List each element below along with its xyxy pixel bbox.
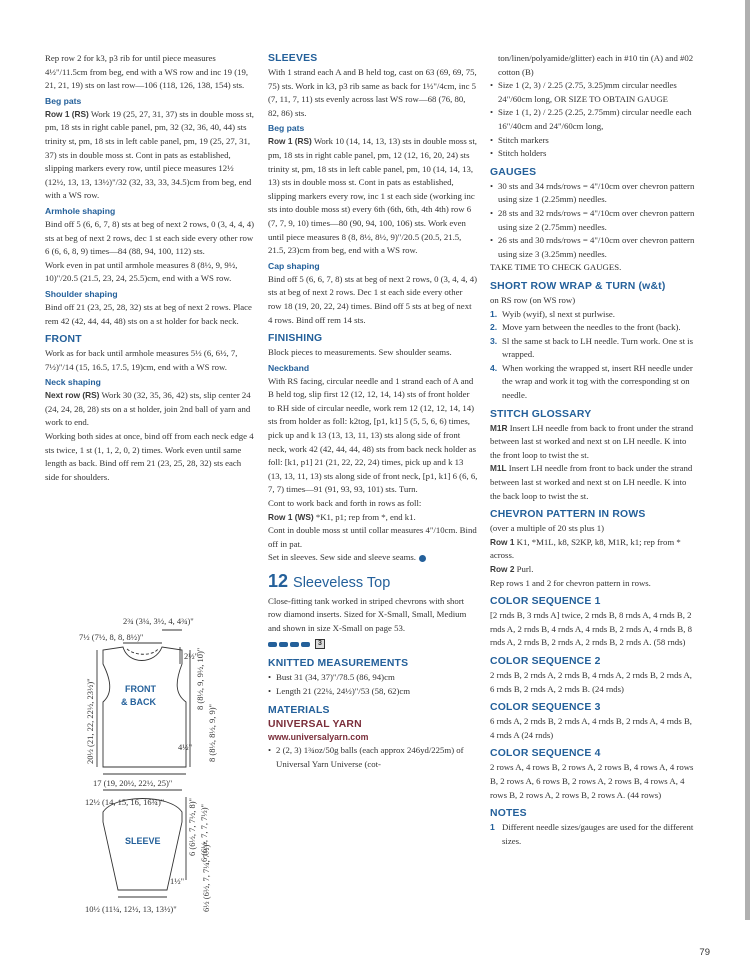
back-label: & BACK [121, 697, 156, 707]
column-3 [490, 52, 698, 848]
step-number: 2. [490, 322, 498, 333]
back-intro-text: Rep row 2 for k3, p3 rib for until piece measures 4½"/11.5cm from beg, end with a WS row and inc 19 (19, 21, 21, 19) sts on last row—106 (118, 126, 138, 154) sts. [45, 53, 249, 91]
wrap-step [490, 308, 698, 322]
beg-pats-heading: Beg pats [45, 95, 82, 106]
armhole-paragraph-2: Work even in pat until armhole measures 8 (8½, 9, 9½, 10)"/20.5 (21.5, 23, 24, 25.5)cm, end with a WS row. [45, 259, 238, 284]
gauge-note: TAKE TIME TO CHECK GAUGES. [490, 262, 622, 273]
sleeve-beg-pats-paragraph [268, 135, 478, 257]
row-text: K1, *M1L, k8, S2KP, k8, M1R, k1; rep from * across. [490, 536, 681, 561]
neckband-paragraph-4 [268, 551, 478, 565]
chevron-heading: CHEVRON PATTERN IN ROWS [490, 509, 646, 521]
column-2 [268, 52, 478, 771]
row-label: Row 1 (WS) [268, 511, 314, 522]
dim-cap-label: 6 (6½, 7, 7½, 8)" [187, 797, 197, 856]
glossary-m1l [490, 462, 698, 503]
gauge-item: • 26 sts and 30 rnds/rows = 4"/10cm over chevron pattern using size 3 (3.25mm) needles. [490, 234, 698, 261]
chevron-repeat: Rep rows 1 and 2 for chevron pattern in rows. [490, 577, 651, 588]
color-seq-4-heading: COLOR SEQUENCE 4 [490, 748, 601, 760]
note-text: Different needle sizes/gauges are used for the different sizes. [502, 822, 694, 846]
skill-bar-icon [290, 642, 299, 647]
brand-name: UNIVERSAL YARN [268, 718, 362, 730]
step-number: 4. [490, 362, 498, 373]
chevron-row-2 [490, 563, 698, 577]
dim-length-label: 20½ (21, 22, 22½, 23½)" [85, 678, 95, 764]
armhole-heading: Armhole shaping [45, 205, 116, 216]
dim-cuff-label: 1½" [170, 876, 185, 886]
color-seq-1-text: [2 rnds B, 3 rnds A] twice, 2 rnds B, 8 rnds A, 4 rnds B, 2 rnds A, 2 rnds B, 4 rnds A, 4 rnds B, 2 rnds A, 4 rnds B, 8 rnds A, 2 rnds B, 2 rnds A, 2 rnds B, 2 rnds A. (58 rnds) [490, 610, 692, 648]
gauges-heading: GAUGES [490, 166, 537, 178]
wrap-step [490, 362, 698, 403]
dim-sleeve-total-label: 6½ (6½, 7, 7¼, 7½)" [201, 841, 211, 912]
project-title-row [268, 571, 478, 591]
dim-neck-depth-label: 2½" [184, 651, 199, 661]
dim-width-label: 17 (19, 20½, 22½, 25)" [93, 778, 173, 788]
armhole-paragraph-1: Bind off 5 (6, 6, 7, 8) sts at beg of next 2 rows, 0 (3, 4, 4, 4) sts at beg of next 2 rows, dec 1 st each side every other row 6 (6, 6, 8, 9) times—84 (88, 94, 100, 112) sts. [45, 218, 255, 257]
row-label: Row 1 (RS) [268, 136, 312, 147]
row-label: Row 1 [490, 536, 515, 547]
schematic-diagram [45, 612, 255, 917]
skill-bar-icon [301, 642, 310, 647]
glossary-m1r [490, 422, 698, 463]
color-seq-1-heading: COLOR SEQUENCE 1 [490, 596, 601, 608]
materials-continued: ton/linen/polyamide/glitter) each in #10 tin (A) and #02 cotton (B) [498, 53, 694, 77]
neckband-paragraph-1: With RS facing, circular needle and 1 strand each of A and B held tog, slip first 12 (12, 12, 14, 14) sts of front holder to RH side of circular needle, work rem 12 (12, 12, 14, 14) sts from holder as foll: k2tog, [p1, k1] 5 (5, 5, 6, 6) times, pick up and k 13 (13, 13, 11, 13) sts along side of front neck, work 42 (42, 44, 44, 48) sts from back neck holder as foll: [k1, p1] 21 (21, 22, 22, 24) times, pick up and k 13 (13, 13, 11, 13) sts along side of front neck, [p1, k1] 6 (6, 6, 7, 7) times—91 (91, 93, 93, 101) sts. Turn. [268, 375, 478, 495]
knitted-item: • Bust 31 (34, 37)"/78.5 (86, 94)cm [268, 671, 478, 685]
neck-paragraph-1 [45, 389, 255, 430]
wrap-step [490, 321, 698, 335]
dim-armhole-depth-label: 8 (8½, 8½, 9, 9)" [207, 703, 217, 762]
column-1 [45, 52, 255, 484]
step-number: 3. [490, 335, 498, 346]
neck-text: Work 30 (32, 35, 36, 42) sts, slip center 24 (24, 24, 28, 28) sts on a st holder, join 2nd ball of yarn and work to end. [45, 390, 251, 428]
materials-item: • 2 (2, 3) 1¾oz/50g balls (each approx 246yd/225m) of Universal Yarn Universe (cot- [268, 744, 478, 771]
color-seq-2-text: 2 rnds B, 2 rnds A, 2 rnds B, 4 rnds A, 2 rnds B, 2 rnds A, 6 rnds B, 2 rnds A, 2 rnds B. (24 rnds) [490, 669, 692, 694]
stitch-glossary-heading: STITCH GLOSSARY [490, 408, 592, 420]
color-seq-4-text: 2 rows A, 4 rows B, 2 rows A, 2 rows B, 4 rows A, 4 rows B, 2 rows A, 6 rows B, 2 rows A, 2 rows B, 4 rows A, 4 rows B, 2 rows A, 2 rows B, 2 rows A. (44 rows) [490, 762, 694, 800]
step-text: When working the wrapped st, insert RH needle under the wrap and work it tog with the corresponding st on needle. [502, 362, 693, 401]
back-neck-dashed [127, 649, 158, 654]
front-label: FRONT [125, 684, 156, 694]
sleeves-paragraph: With 1 strand each A and B held tog, cast on 63 (69, 69, 75, 75) sts. Work in k3, p3 rib same as back for 1½"/4cm, inc 5 (7, 11, 7, 11) sts evenly across last WS row—68 (76, 80, 82, 86) sts. [268, 67, 477, 118]
wrap-turn-heading: SHORT ROW WRAP & TURN (w&t) [490, 280, 666, 292]
front-heading: FRONT [45, 334, 82, 346]
notes-heading: NOTES [490, 808, 527, 820]
term-label: M1R [490, 422, 508, 433]
step-text: Sl the same st back to LH needle. Turn work. One st is wrapped. [502, 335, 694, 360]
row-label: Next row (RS) [45, 390, 100, 401]
term-text: Insert LH needle from back to front under the strand between last st worked and next st on LH needle. K into the front loop to twist the st. [490, 422, 694, 460]
project-title: Sleeveless Top [293, 575, 391, 591]
color-seq-2-heading: COLOR SEQUENCE 2 [490, 655, 601, 667]
dim-neck-label: 7½ (7½, 8, 8, 8½)" [79, 632, 144, 642]
dim-sleeve-top-label: 12½ (14, 15, 16, 16¾)" [85, 797, 165, 807]
finishing-paragraph: Block pieces to measurements. Sew shoulder seams. [268, 347, 452, 358]
term-text: Insert LH needle from front to back under the strand between last st worked and next st on LH needle. K into the back loop to twist the st. [490, 463, 693, 501]
page-edge-rule [745, 0, 750, 920]
neckband-paragraph-3: Cont in double moss st until collar measures 4"/10cm. Bind off in pat. [268, 525, 477, 549]
front-back-outline [103, 647, 186, 767]
gauge-item: • 28 sts and 32 rnds/rows = 4"/10cm over chevron pattern using size 2 (2.75mm) needles. [490, 207, 698, 234]
skill-bar-icon [268, 642, 277, 647]
dim-cast-on-height-label: 4½" [178, 742, 193, 752]
materials-item: • Stitch markers [490, 134, 698, 148]
neckband-row [268, 511, 478, 525]
step-number: 1. [490, 308, 498, 319]
beg-pats-paragraph [45, 108, 255, 203]
row-label: Row 1 (RS) [45, 108, 89, 119]
project-number: 12 [268, 571, 289, 591]
sleeve-beg-pats-heading: Beg pats [268, 123, 305, 134]
sleeve-beg-pats-text: Work 10 (14, 14, 13, 13) sts in double moss st, pm, 18 sts in right cable panel, pm, 12 (12, 16, 20, 24) sts trinity st, pm, 18 sts in left cable panel, pm, 10 (14, 14, 13, 13) sts in double moss st. Cont in pats as established, slipping markers every row, inc 1 st each side (working inc sts into double moss st) every 6th (6th, 6th, 4th 4th) row 6 (7, 7, 9, 10) times—80 (90, 94, 100, 106) sts. Work even until piece measures 8 (8, 8½, 8½, 9)"/20.5 (20.5, 21.5, 21.5, 23)cm from beg, end with a WS row. [268, 136, 477, 256]
dim-armhole-label: 8 (8½, 9, 9½, 10)" [195, 647, 205, 710]
skill-level-number: 3 [315, 639, 325, 649]
neckband-paragraph-2: Cont to work back and forth in rows as foll: [268, 498, 422, 509]
neck-heading: Neck shaping [45, 377, 101, 388]
materials-heading: MATERIALS [268, 704, 330, 716]
color-seq-3-heading: COLOR SEQUENCE 3 [490, 702, 601, 714]
beg-pats-text: Work 19 (25, 27, 31, 37) sts in double moss st, pm, 18 sts in right cable panel, pm, 32 (32, 36, 40, 44) sts trinity st, pm, 18 sts in left cable panel, pm, 19 (25, 27, 31, 37) sts in double moss st. Cont in pats as established, slipping markers every row, until piece measures 12½ (12½, 13, 13, 13½)"/32 (32, 33, 33, 34.5)cm from beg, end with a WS row. [45, 108, 254, 201]
cap-heading: Cap shaping [268, 260, 320, 271]
finishing-heading: FINISHING [268, 333, 323, 345]
step-text: Move yarn between the needles to the front (back). [502, 322, 681, 333]
shoulder-paragraph: Bind off 21 (23, 25, 28, 32) sts at beg of next 2 rows. Place rem 42 (42, 44, 44, 48) sts on a st holder for back neck. [45, 301, 252, 326]
chevron-row-1 [490, 536, 698, 563]
end-dot-icon [419, 555, 426, 562]
cap-paragraph: Bind off 5 (6, 6, 7, 8) sts at beg of next 2 rows, 0 (3, 4, 4, 4) sts at beg of next 2 rows. Dec 1 st each side every other row 18 (19, 20, 22, 24) times. Bind off 5 sts at beg of next 4 rows. Bind off rem 14 sts. [268, 273, 478, 325]
note-number: 1 [490, 822, 495, 833]
dim-sleeve-bottom-label: 10½ (11¼, 12½, 13, 13½)" [85, 904, 177, 914]
page-number: 79 [699, 947, 710, 958]
neck-paragraph-2: Working both sides at once, bind off from each neck edge 4 sts twice, 1 st (1, 1, 2, 0, 2) times. Work even until same length as back. Bind off rem 21 (23, 25, 28, 32) sts each side for shoulders. [45, 431, 254, 482]
wrap-intro: on RS row (on WS row) [490, 294, 576, 305]
chevron-intro: (over a multiple of 20 sts plus 1) [490, 523, 604, 534]
dim-shoulder-label: 2¾ (3¼, 3½, 4, 4¾)" [123, 616, 194, 626]
dim-sleeve-len-label: 6 (6½, 7, 7, 7½)" [199, 803, 209, 862]
brand-url: www.universalyarn.com [268, 731, 369, 742]
shoulder-heading: Shoulder shaping [45, 288, 118, 299]
note-item [490, 821, 698, 848]
skill-bar-icon [279, 642, 288, 647]
term-label: M1L [490, 463, 507, 474]
skill-level-indicator [268, 639, 478, 649]
schematic-svg [45, 612, 255, 917]
color-seq-3-text: 6 rnds A, 2 rnds B, 2 rnds A, 4 rnds B, 2 rnds A, 4 rnds B, 4 rnds A (24 rnds) [490, 716, 692, 740]
neckband-heading: Neckband [268, 362, 310, 373]
neckband-p4-text: Set in sleeves. Sew side and sleeve seams. [268, 552, 416, 563]
sleeve-label: SLEEVE [125, 836, 161, 846]
neckband-row-text: *K1, p1; rep from *, end k1. [315, 511, 416, 522]
row-text: Purl. [516, 564, 534, 574]
gauge-item: • 30 sts and 34 rnds/rows = 4"/10cm over chevron pattern using size 1 (2.25mm) needles. [490, 180, 698, 207]
project-description: Close-fitting tank worked in striped chevrons with short row diamond inserts. Sized for X-Small, Small, Medium and shown in size X-Small on page 53. [268, 595, 467, 633]
knitted-measurements-heading: KNITTED MEASUREMENTS [268, 658, 409, 670]
step-text: Wyib (wyif), sl next st purlwise. [502, 308, 615, 319]
front-paragraph: Work as for back until armhole measures 5½ (6, 6½, 7, 7½)"/14 (15, 16.5, 17.5, 19)cm, end with a WS row. [45, 348, 238, 372]
sleeves-heading: SLEEVES [268, 53, 318, 64]
materials-item: • Stitch holders [490, 147, 698, 161]
row-label: Row 2 [490, 564, 515, 574]
materials-item: • Size 1 (1, 2) / 2.25 (2.25, 2.75mm) circular needle each 16"/40cm and 24"/60cm long, [490, 106, 698, 133]
knitted-item: • Length 21 (22¼, 24½)"/53 (58, 62)cm [268, 685, 478, 699]
wrap-step [490, 335, 698, 362]
materials-item: • Size 1 (2, 3) / 2.25 (2.75, 3.25)mm circular needles 24"/60cm long, OR SIZE TO OBTAIN GAUGE [490, 79, 698, 106]
